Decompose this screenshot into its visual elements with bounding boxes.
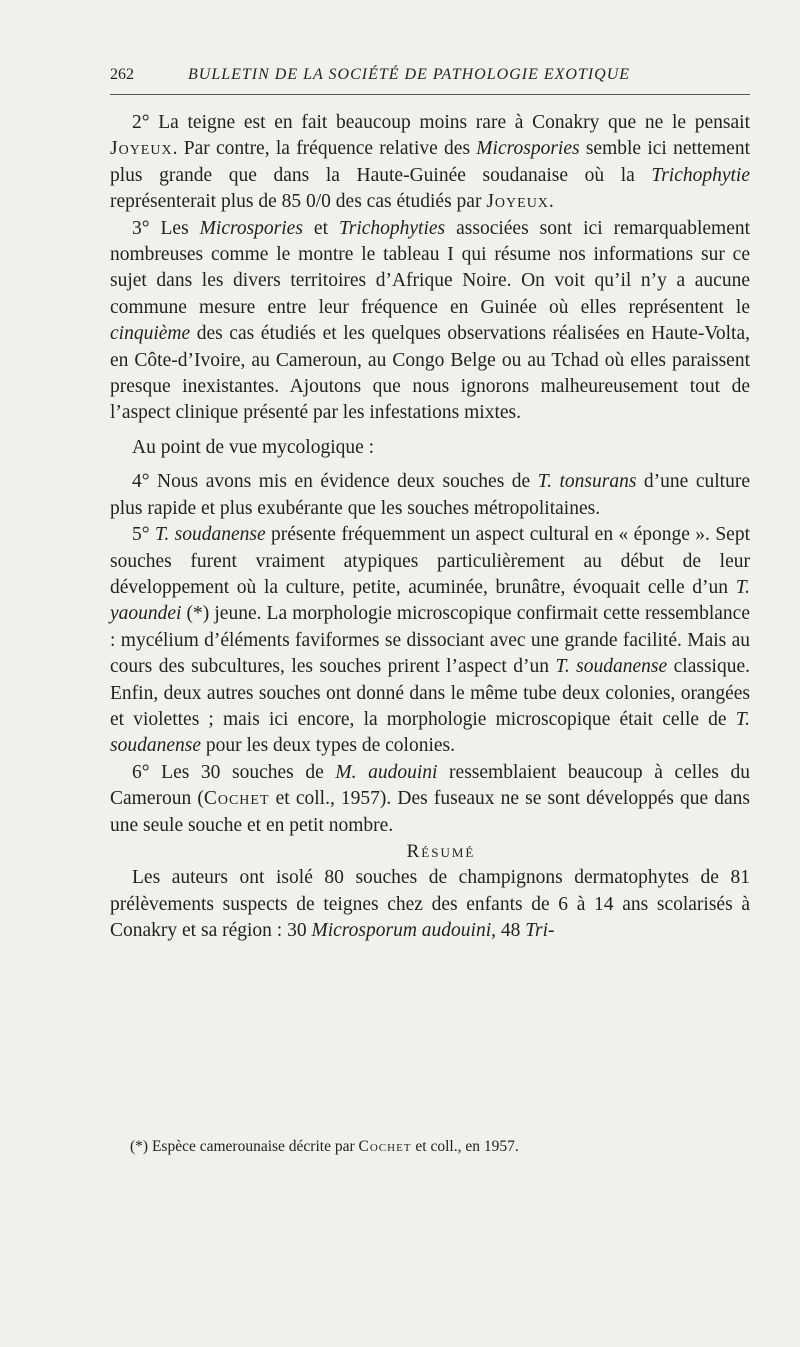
italic-term: Microsporum audouini (311, 920, 492, 942)
author-name: Joyeux (486, 191, 549, 213)
text-run: représenterait plus de 85 0/0 des cas étudiés par (110, 191, 487, 213)
text-run: . Par contre, la fréquence relative des (172, 138, 477, 160)
text-run: et coll., 1957). Des fuseaux ne se sont développés que dans une seule souche et en petit nombre. (110, 788, 750, 836)
running-title: BULLETIN DE LA SOCIÉTÉ DE PATHOLOGIE EXOTIQUE (188, 66, 631, 83)
text-run: et (302, 217, 339, 239)
text-run: et coll., en 1957. (411, 1138, 519, 1155)
italic-term: Microspories (199, 217, 303, 239)
author-name: Joyeux (110, 138, 173, 160)
italic-term: M. audouini (335, 761, 438, 783)
italic-term: Tri- (525, 920, 555, 942)
author-name: Cochet (203, 788, 270, 810)
footnote (130, 1138, 750, 1156)
text-run: (*) Espèce camerounaise décrite par (130, 1138, 359, 1155)
text-run: classique. Enfin, deux autres souches ont donné dans le même tube deux colonies, orangées et violettes ; mais ici encore, la morphologie microscopique était celle de (110, 656, 750, 730)
text-run: (*) jeune. La morphologie microscopique confirmait cette ressemblance : mycélium d’éléments faviformes se dissociant avec une grande facilité. Mais au cours des subcultures, les souches prirent l’aspect d’un (110, 603, 750, 678)
text-run: 5° (132, 524, 155, 546)
text-run: Les auteurs ont isolé 80 souches de champignons dermatophytes de 81 prélèvements suspects de teignes chez des enfants de 6 à 14 ans scolarisés à Conakry et sa région : 30 (110, 867, 750, 942)
text-run: présente fréquemment un aspect cultural en « éponge ». Sept souches furent vraiment atypiques particulièrement au début de leur développement où la culture, petite, acuminée, brunâtre, évoquait celle d’un (110, 524, 750, 598)
text-run: ressemblaient beaucoup à celles du Cameroun ( (110, 761, 750, 810)
text-run: 4° Nous avons mis en évidence deux souches de (132, 471, 538, 493)
text-run: semble ici nettement plus grande que dans la Haute-Guinée soudanaise où la (110, 138, 750, 186)
text-run: 2° La teigne est en fait beaucoup moins rare à Conakry que ne le pensait (132, 112, 750, 133)
text-run: associées sont ici remarquablement nombreuses comme le montre le tableau I qui résume nos informations sur ce sujet dans les divers territoires d’Afrique Noire. On voit qu’il n’y a aucune commune mesure entre leur fréquence en Guinée où elles représentent le (110, 217, 751, 318)
italic-term: Trichophytie (651, 164, 750, 186)
italic-term: Microspories (476, 138, 580, 160)
italic-term: T. tonsurans (537, 471, 637, 493)
text-run: des cas étudiés et les quelques observations réalisées en Haute-Volta, en Côte-d’Ivoire, au Cameroun, au Congo Belge ou au Tchad où elles paraissent presque inexistantes. Ajoutons que nous ignorons malheureusement tout de l’aspect clinique présenté par les infestations mixtes. (110, 323, 750, 424)
paragraph-6 (110, 760, 750, 839)
italic-term: T. soudanense (154, 524, 266, 546)
section-heading-resume: Résumé (406, 840, 476, 862)
text-run: 6° Les 30 souches de (132, 761, 336, 783)
paragraph-3 (110, 216, 750, 427)
page-number: 262 (110, 66, 134, 83)
italic-term: T. yaoundei (110, 576, 750, 625)
author-name: Cochet (358, 1138, 412, 1155)
text-run: . (548, 191, 554, 213)
paragraph-mycologique: Au point de vue mycologique : (132, 436, 375, 458)
page-header (110, 66, 750, 92)
italic-term: Trichophyties (338, 217, 446, 239)
header-rule (110, 94, 750, 95)
text-run: pour les deux types de colonies. (201, 735, 455, 757)
italic-term: T. soudanense (555, 656, 668, 678)
italic-term: cinquième (110, 323, 191, 345)
paragraph-resume (110, 865, 750, 944)
paragraph-4 (110, 469, 750, 522)
text-run: 3° Les (132, 217, 200, 239)
paragraph-2 (110, 110, 750, 216)
text-run: , 48 (491, 920, 526, 942)
text-run: d’une culture plus rapide et plus exubérante que les souches métropolitaines. (110, 471, 750, 519)
body-text (110, 110, 750, 945)
italic-term: T. soudanense (110, 708, 750, 757)
paragraph-5 (110, 522, 750, 760)
